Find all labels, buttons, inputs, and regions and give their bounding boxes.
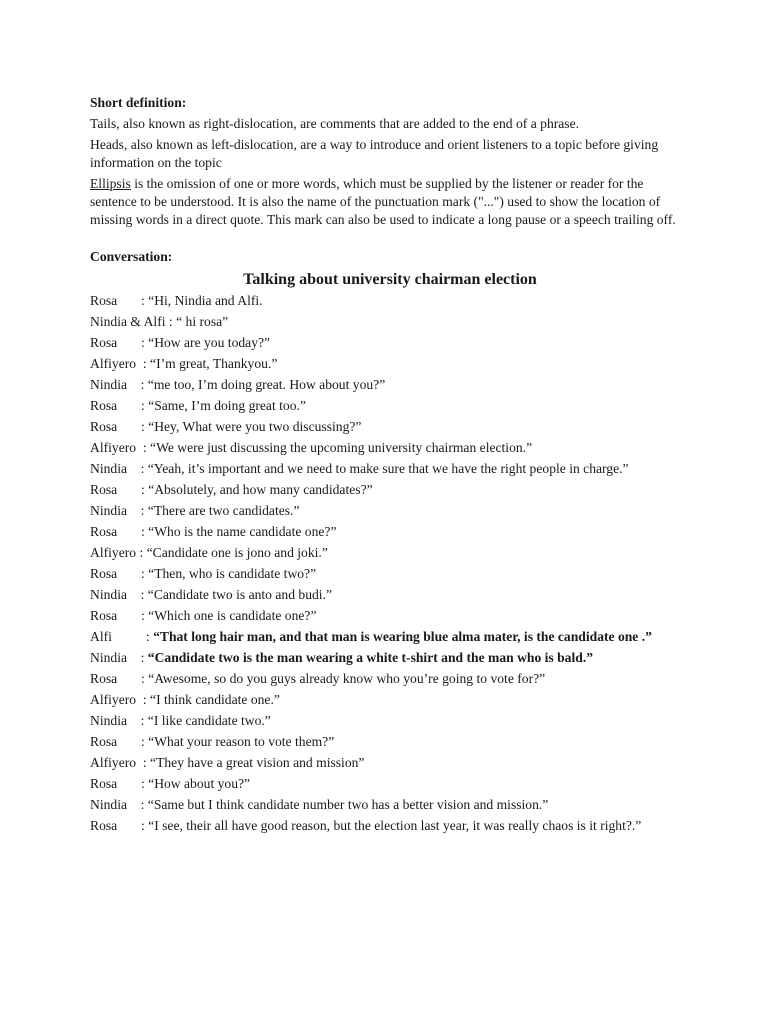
ellipsis-term: Ellipsis [90,176,131,191]
dialogue-line [90,460,690,478]
speech-text: “me too, I’m doing great. How about you?” [147,377,386,392]
speaker-separator: : [127,713,148,728]
dialogue-line [90,481,690,499]
document-page [90,94,690,838]
speech-text: “How are you today?” [148,335,271,350]
speaker-name: Nindia [90,587,127,602]
speaker-name: Rosa [90,398,118,413]
speech-text: “Candidate one is jono and joki.” [146,545,328,560]
heads-definition: Heads, also known as left-dislocation, are a way to introduce and orient listeners to a topic before giving information on the topic [90,137,659,170]
dialogue-line [90,523,690,541]
speaker-separator: : [165,314,177,329]
speaker-separator: : [117,398,149,413]
speaker-separator: : [117,608,149,623]
speech-text: “They have a great vision and mission” [150,755,365,770]
dialogue-line [90,355,690,373]
speaker-name: Rosa [90,524,118,539]
speaker-name: Alfi [90,629,112,644]
dialogue-line [90,376,690,394]
speech-text: “ hi rosa” [176,314,229,329]
speaker-separator: : [111,629,154,644]
speaker-name: Nindia [90,713,127,728]
speaker-name: Nindia & Alfi [90,314,166,329]
speaker-separator: : [136,440,151,455]
dialogue-line [90,691,690,709]
speaker-separator: : [127,650,148,665]
dialogue-line [90,796,690,814]
speech-text: “We were just discussing the upcoming university chairman election.” [150,440,533,455]
speaker-separator: : [117,776,149,791]
speaker-separator: : [136,755,151,770]
speech-text: “Then, who is candidate two?” [148,566,317,581]
dialogue-line [90,775,690,793]
dialogue-line [90,292,690,310]
dialogue-line [90,586,690,604]
speaker-separator: : [127,461,148,476]
speaker-separator: : [127,797,148,812]
speech-text: “I’m great, Thankyou.” [150,356,278,371]
dialogue-line [90,439,690,457]
speaker-name: Rosa [90,608,118,623]
dialogue-line [90,670,690,688]
speaker-name: Nindia [90,650,127,665]
speaker-name: Rosa [90,482,118,497]
speech-text: “I like candidate two.” [147,713,271,728]
short-definition-heading: Short definition: [90,95,187,110]
dialogue-line [90,502,690,520]
speech-text: “I think candidate one.” [150,692,280,707]
speaker-separator: : [136,692,151,707]
speaker-separator: : [117,671,149,686]
speaker-separator: : [117,734,149,749]
speaker-name: Nindia [90,797,127,812]
dialogue-line [90,397,690,415]
dialogue-line [90,418,690,436]
speech-text: “Candidate two is anto and budi.” [147,587,333,602]
dialogue-line [90,754,690,772]
speech-text: “Same, I’m doing great too.” [148,398,306,413]
speech-text: “Absolutely, and how many candidates?” [148,482,373,497]
dialogue-line [90,313,690,331]
speech-text: “Candidate two is the man wearing a white t-shirt and the man who is bald.” [147,650,594,665]
speaker-name: Rosa [90,671,118,686]
speaker-separator: : [127,377,148,392]
speech-text: “Yeah, it’s important and we need to make sure that we have the right people in charge.” [147,461,629,476]
ellipsis-description: is the omission of one or more words, which must be supplied by the listener or reader for the sentence to be understood. It is also the name of the punctuation mark ("...") used to show the location of missing words in a direct quote. This mark can also be used to indicate a long pause or a speech trailing off. [90,176,676,227]
ellipsis-definition [90,175,690,229]
speech-text: “That long hair man, and that man is wearing blue alma mater, is the candidate one .” [153,629,652,644]
speaker-name: Nindia [90,503,127,518]
speaker-name: Alfiyero [90,545,137,560]
speech-text: “Who is the name candidate one?” [148,524,337,539]
speech-text: “Awesome, so do you guys already know who you’re going to vote for?” [148,671,546,686]
speaker-separator: : [117,482,149,497]
speaker-separator: : [136,356,151,371]
dialogue-line [90,817,690,835]
speaker-name: Nindia [90,377,127,392]
speaker-name: Alfiyero [90,692,137,707]
speech-text: “Hey, What were you two discussing?” [148,419,362,434]
speech-text: “I see, their all have good reason, but the election last year, it was really chaos is it right?.” [148,818,642,833]
dialogue-line [90,733,690,751]
dialogue-line [90,565,690,583]
speaker-separator: : [117,419,149,434]
dialogue-line [90,712,690,730]
speaker-name: Alfiyero [90,440,137,455]
speaker-name: Rosa [90,419,118,434]
speech-text: “Which one is candidate one?” [148,608,317,623]
speaker-name: Nindia [90,461,127,476]
speaker-name: Rosa [90,293,118,308]
speech-text: “There are two candidates.” [147,503,300,518]
speech-text: “How about you?” [148,776,251,791]
conversation-heading: Conversation: [90,249,173,264]
dialogue-line [90,607,690,625]
dialogue-line [90,628,690,646]
dialogue-line [90,649,690,667]
speaker-separator: : [117,335,149,350]
tails-definition: Tails, also known as right-dislocation, are comments that are added to the end of a phrase. [90,116,580,131]
speaker-name: Alfiyero [90,755,137,770]
conversation-title: Talking about university chairman election [243,271,537,288]
speech-text: “Hi, Nindia and Alfi. [148,293,263,308]
speaker-separator: : [117,818,149,833]
speaker-separator: : [117,524,149,539]
speaker-name: Rosa [90,566,118,581]
speaker-name: Rosa [90,734,118,749]
speaker-separator: : [136,545,147,560]
dialogue-list [90,292,690,835]
dialogue-line [90,544,690,562]
speaker-separator: : [117,566,149,581]
speaker-separator: : [127,587,148,602]
speaker-separator: : [127,503,148,518]
dialogue-line [90,334,690,352]
speaker-name: Rosa [90,818,118,833]
spacer [90,232,690,248]
speaker-separator: : [117,293,149,308]
speaker-name: Alfiyero [90,356,137,371]
speech-text: “What your reason to vote them?” [148,734,335,749]
speaker-name: Rosa [90,335,118,350]
speaker-name: Rosa [90,776,118,791]
speech-text: “Same but I think candidate number two has a better vision and mission.” [147,797,549,812]
